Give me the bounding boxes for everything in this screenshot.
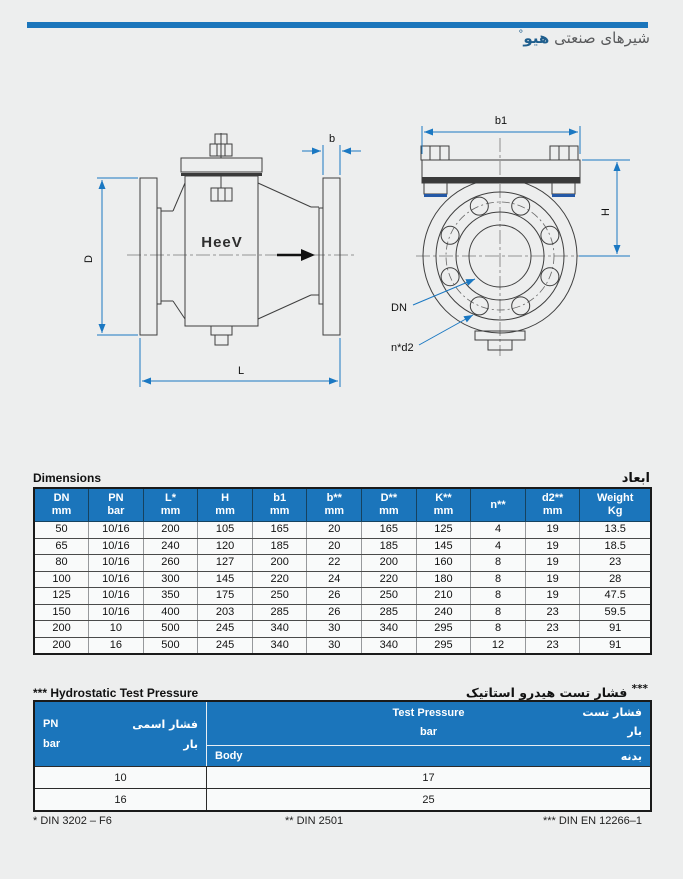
table-row [34, 604, 651, 621]
cell-pn: 10/16 [89, 522, 144, 539]
cell-pn: 10/16 [89, 555, 144, 572]
cell-b: 22 [307, 555, 362, 572]
cell-pn-value: 16 [35, 789, 207, 810]
col-header-b: b** mm [307, 488, 362, 522]
cell-test-pressure-value: 25 [422, 793, 435, 806]
cell-d2: 19 [525, 538, 580, 555]
cell-pn: 16 [89, 637, 144, 654]
test-pressure-header-cell [207, 702, 650, 766]
cell-n: 8 [471, 621, 526, 638]
cell-k: 210 [416, 588, 471, 605]
cell-pn-value: 10 [35, 767, 207, 788]
pn-unit-fa: بار [183, 737, 198, 751]
cell-dn: 200 [34, 621, 89, 638]
cell-weight: 91 [580, 637, 651, 654]
cell-b: 26 [307, 604, 362, 621]
cell-weight: 23 [580, 555, 651, 572]
cell-b: 30 [307, 621, 362, 638]
cell-n: 8 [471, 555, 526, 572]
dim-label-b1: b1 [494, 115, 508, 127]
dim-label-D: D [83, 255, 95, 263]
cell-b1: 185 [252, 538, 307, 555]
cell-d2: 19 [525, 555, 580, 572]
cell-k: 160 [416, 555, 471, 572]
cell-h: 245 [198, 621, 253, 638]
footnote-din-3202: * DIN 3202 – F6 [33, 815, 112, 827]
cell-weight: 59.5 [580, 604, 651, 621]
header-accent-bar [27, 22, 648, 28]
cell-d2: 23 [525, 637, 580, 654]
cell-b1: 165 [252, 522, 307, 539]
cell-b1: 200 [252, 555, 307, 572]
cell-d2: 23 [525, 604, 580, 621]
body-label-fa: بدنه [620, 749, 642, 763]
cell-dn: 100 [34, 571, 89, 588]
cell-b1: 340 [252, 637, 307, 654]
col-header-n: n** [471, 488, 526, 522]
table-row [34, 571, 651, 588]
cell-b1: 340 [252, 621, 307, 638]
col-header-k: K** mm [416, 488, 471, 522]
cell-n: 8 [471, 571, 526, 588]
cell-n: 12 [471, 637, 526, 654]
cell-k: 125 [416, 522, 471, 539]
cell-weight: 13.5 [580, 522, 651, 539]
col-header-dn: DN mm [34, 488, 89, 522]
col-header-l: L* mm [143, 488, 198, 522]
cell-b: 20 [307, 522, 362, 539]
body-row [207, 746, 650, 766]
cell-d: 250 [362, 588, 417, 605]
cell-h: 203 [198, 604, 253, 621]
cell-b1: 220 [252, 571, 307, 588]
test-pressure-table [33, 700, 652, 812]
pn-label-fa: فشار اسمی [132, 717, 198, 731]
tp-label-fa: فشار تست [582, 706, 642, 719]
cell-pn: 10 [89, 621, 144, 638]
flow-arrow [277, 249, 315, 261]
cell-d2: 19 [525, 522, 580, 539]
dimensions-title-en: Dimensions [33, 471, 102, 485]
page-title-mark: ° [518, 29, 524, 40]
cell-k: 145 [416, 538, 471, 555]
test-title-en: *** Hydrostatic Test Pressure [33, 686, 199, 701]
cell-h: 105 [198, 522, 253, 539]
cell-b1: 250 [252, 588, 307, 605]
cell-dn: 200 [34, 637, 89, 654]
cell-dn: 50 [34, 522, 89, 539]
cell-dn: 150 [34, 604, 89, 621]
cell-pn: 10/16 [89, 588, 144, 605]
cell-n: 4 [471, 538, 526, 555]
cell-weight: 91 [580, 621, 651, 638]
test-table-body [35, 766, 650, 810]
dim-label-n-d2: n*d2 [391, 342, 414, 354]
cell-d: 340 [362, 637, 417, 654]
dim-label-DN: DN [391, 302, 407, 314]
page-title [518, 29, 650, 47]
cell-test-pressure-value: 17 [422, 771, 435, 784]
valve-side-view-drawing [55, 103, 365, 403]
cell-h: 245 [198, 637, 253, 654]
dimensions-table-body [34, 522, 651, 655]
cell-n: 8 [471, 588, 526, 605]
valve-front-view-drawing [383, 88, 673, 388]
cell-b: 30 [307, 637, 362, 654]
cell-k: 295 [416, 637, 471, 654]
cell-d2: 19 [525, 588, 580, 605]
cell-l: 200 [143, 522, 198, 539]
cell-d: 200 [362, 555, 417, 572]
tp-unit-fa: بار [627, 725, 642, 738]
dim-label-L: L [237, 365, 245, 377]
cell-dn: 65 [34, 538, 89, 555]
cell-pn: 10/16 [89, 604, 144, 621]
table-row [35, 766, 650, 788]
dimensions-table [33, 487, 652, 655]
flange-outline [416, 138, 584, 356]
page-title-prefix: شیرهای صنعتی [554, 29, 650, 47]
table-row [34, 522, 651, 539]
table-row [34, 588, 651, 605]
cell-pn: 10/16 [89, 571, 144, 588]
cell-weight: 28 [580, 571, 651, 588]
cell-l: 300 [143, 571, 198, 588]
cell-l: 400 [143, 604, 198, 621]
test-table-header [35, 702, 650, 766]
cell-l: 500 [143, 637, 198, 654]
table-row [35, 788, 650, 810]
cell-h: 127 [198, 555, 253, 572]
cell-d: 185 [362, 538, 417, 555]
cell-d2: 23 [525, 621, 580, 638]
table-row [34, 637, 651, 654]
cell-d: 220 [362, 571, 417, 588]
cell-pn: 10/16 [89, 538, 144, 555]
cell-h: 175 [198, 588, 253, 605]
cell-k: 240 [416, 604, 471, 621]
front-view-dimensions [413, 126, 630, 345]
body-label-en: Body [215, 750, 243, 762]
tp-label-en: Test Pressure [392, 707, 465, 719]
cell-h: 145 [198, 571, 253, 588]
pn-header-cell [35, 702, 207, 766]
cell-b: 20 [307, 538, 362, 555]
footnote-din-en-12266: *** DIN EN 12266–1 [542, 815, 642, 827]
tp-unit-en: bar [419, 726, 438, 738]
col-header-weight: Weight Kg [580, 488, 651, 522]
cell-d: 340 [362, 621, 417, 638]
cell-b: 24 [307, 571, 362, 588]
cell-weight: 18.5 [580, 538, 651, 555]
cell-d: 165 [362, 522, 417, 539]
col-header-b1: b1 mm [252, 488, 307, 522]
col-header-h: H mm [198, 488, 253, 522]
cell-l: 350 [143, 588, 198, 605]
table-row [34, 621, 651, 638]
cell-b1: 285 [252, 604, 307, 621]
cell-b: 26 [307, 588, 362, 605]
test-title-fa-stars: *** [631, 683, 648, 695]
cell-dn: 125 [34, 588, 89, 605]
test-pressure-row [207, 702, 650, 746]
cell-k: 180 [416, 571, 471, 588]
pn-label-en: PN [43, 718, 59, 730]
dim-label-b: b [328, 133, 336, 145]
cell-l: 260 [143, 555, 198, 572]
dimensions-title-fa: ابعاد [621, 471, 650, 486]
cell-dn: 80 [34, 555, 89, 572]
pn-unit-en: bar [43, 738, 61, 750]
cell-n: 4 [471, 522, 526, 539]
dimensions-table-header [34, 488, 651, 522]
cell-h: 120 [198, 538, 253, 555]
cell-k: 295 [416, 621, 471, 638]
cell-l: 500 [143, 621, 198, 638]
table-row [34, 538, 651, 555]
cell-l: 240 [143, 538, 198, 555]
footnote-din-2501: ** DIN 2501 [285, 815, 344, 827]
dimensions-table-title [33, 471, 650, 486]
brand-logo-text: HeeV [201, 234, 243, 251]
cell-d2: 19 [525, 571, 580, 588]
cell-d: 285 [362, 604, 417, 621]
table-row [34, 555, 651, 572]
col-header-d: D** mm [362, 488, 417, 522]
col-header-d2: d2** mm [525, 488, 580, 522]
cell-weight: 47.5 [580, 588, 651, 605]
col-header-pn: PN bar [89, 488, 144, 522]
test-title-fa: *** فشار تست هیدرو استاتیک [465, 683, 648, 701]
page-title-brand: هیو [523, 29, 550, 47]
test-table-title [33, 683, 648, 700]
cell-n: 8 [471, 604, 526, 621]
dim-label-H: H [600, 208, 612, 216]
side-view-dimensions [97, 145, 361, 387]
